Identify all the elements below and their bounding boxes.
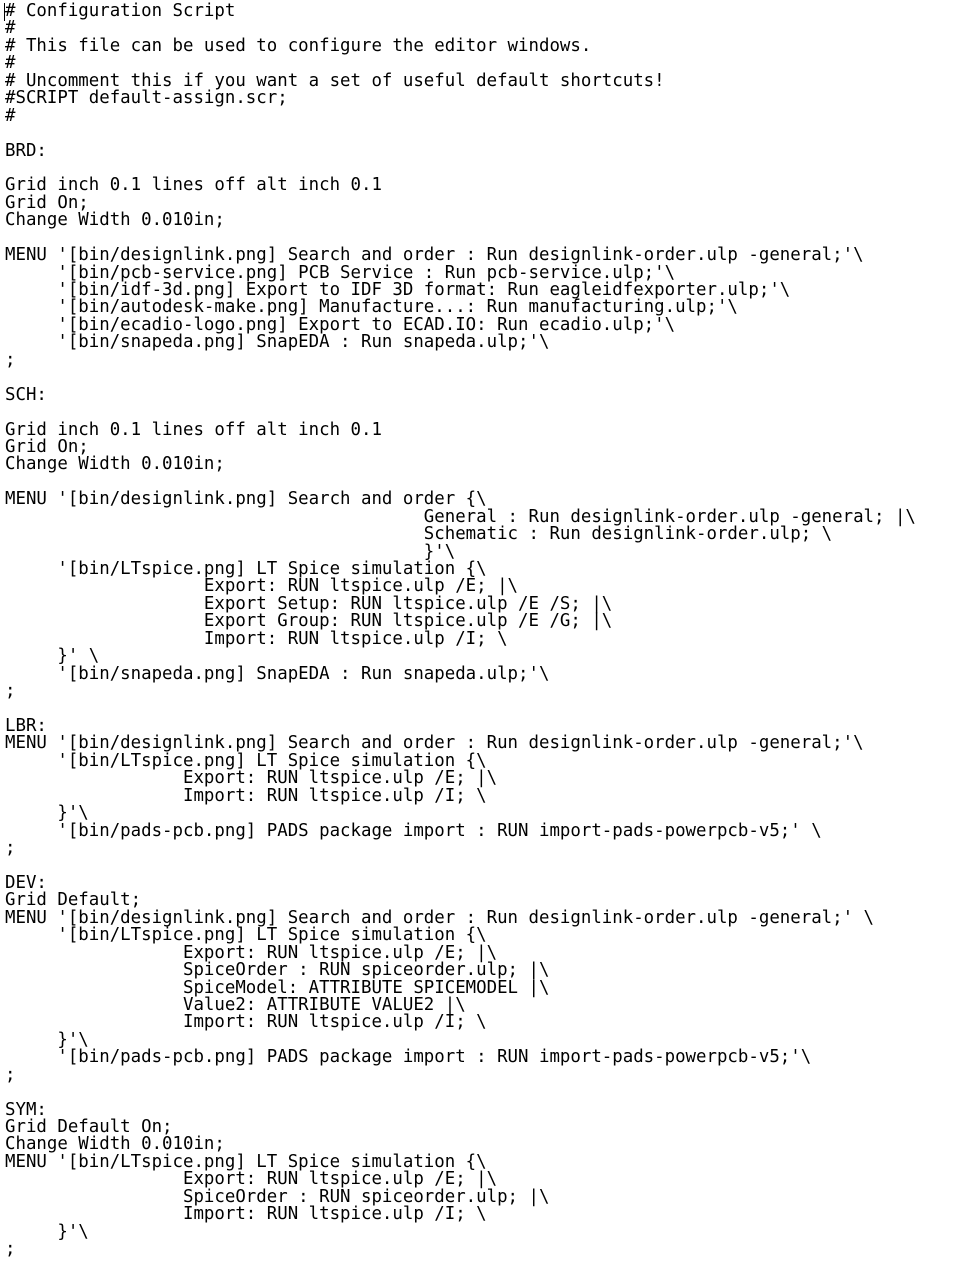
code-line[interactable]: ; (5, 1239, 16, 1260)
code-line[interactable]: '[bin/autodesk-make.png] Manufacture...: Run manufacturing.ulp;'\ (5, 297, 738, 318)
code-line[interactable] (5, 701, 970, 718)
code-line[interactable]: }'\ (5, 541, 456, 562)
code-line[interactable]: MENU '[bin/LTspice.png] LT Spice simulation {\ (5, 1151, 487, 1172)
code-line[interactable]: MENU '[bin/designlink.png] Search and order : Run designlink-order.ulp -general;'\ (5, 733, 864, 754)
code-line[interactable]: #SCRIPT default-assign.scr; (5, 88, 288, 109)
code-line[interactable]: # (5, 53, 16, 74)
code-line[interactable]: # (5, 105, 16, 126)
code-line[interactable]: Export Group: RUN ltspice.ulp /E /G; |\ (5, 611, 613, 632)
code-line[interactable]: Change Width 0.010in; (5, 1134, 225, 1155)
code-line[interactable]: Import: RUN ltspice.ulp /I; \ (5, 1204, 487, 1225)
code-line[interactable]: SYM: (5, 1099, 47, 1120)
code-line[interactable] (5, 1084, 970, 1101)
code-line[interactable]: '[bin/ecadio-logo.png] Export to ECAD.IO: Run ecadio.ulp;'\ (5, 314, 676, 335)
code-line[interactable]: Export: RUN ltspice.ulp /E; |\ (5, 768, 498, 789)
code-line[interactable]: '[bin/pcb-service.png] PCB Service : Run pcb-service.ulp;'\ (5, 262, 676, 283)
code-line[interactable]: '[bin/LTspice.png] LT Spice simulation {\ (5, 925, 487, 946)
code-line[interactable]: ; (5, 1064, 16, 1085)
code-line[interactable]: DEV: (5, 872, 47, 893)
code-line[interactable]: Export: RUN ltspice.ulp /E; |\ (5, 1169, 498, 1190)
code-line[interactable]: SCH: (5, 384, 47, 405)
code-line[interactable]: Change Width 0.010in; (5, 210, 225, 231)
code-line[interactable]: Schematic : Run designlink-order.ulp; \ (5, 524, 833, 545)
code-line[interactable]: Grid On; (5, 192, 89, 213)
code-line[interactable]: Import: RUN ltspice.ulp /I; \ (5, 785, 487, 806)
code-line[interactable]: # This file can be used to configure the editor windows. (5, 35, 592, 56)
code-line[interactable]: # Configuration Script (5, 1, 236, 21)
code-line[interactable] (5, 404, 970, 421)
code-line[interactable]: '[bin/snapeda.png] SnapEDA : Run snapeda.ulp;'\ (5, 663, 550, 684)
code-line[interactable]: # (5, 18, 16, 39)
code-line[interactable]: '[bin/snapeda.png] SnapEDA : Run snapeda.ulp;'\ (5, 332, 550, 353)
code-line[interactable]: ; (5, 681, 16, 702)
code-line[interactable]: }'\ (5, 1029, 89, 1050)
code-line[interactable]: SpiceOrder : RUN spiceorder.ulp; |\ (5, 960, 550, 981)
code-line[interactable]: General : Run designlink-order.ulp -general; |\ (5, 506, 916, 527)
code-line[interactable]: SpiceModel: ATTRIBUTE SPICEMODEL |\ (5, 977, 550, 998)
code-line[interactable]: MENU '[bin/designlink.png] Search and order : Run designlink-order.ulp -general;'\ (5, 245, 864, 266)
code-line[interactable]: Grid On; (5, 436, 89, 457)
code-line[interactable]: MENU '[bin/designlink.png] Search and order {\ (5, 489, 487, 510)
code-line[interactable]: '[bin/LTspice.png] LT Spice simulation {\ (5, 559, 487, 579)
code-line[interactable]: Grid Default On; (5, 1117, 173, 1137)
code-line[interactable]: # Uncomment this if you want a set of useful default shortcuts! (5, 70, 665, 91)
code-line[interactable] (5, 857, 970, 874)
code-line[interactable] (5, 369, 970, 386)
code-line[interactable]: ; (5, 838, 16, 858)
code-line[interactable] (5, 125, 970, 142)
code-line[interactable]: }' \ (5, 646, 100, 667)
code-line[interactable]: Export Setup: RUN ltspice.ulp /E /S; |\ (5, 593, 613, 614)
code-line[interactable]: '[bin/pads-pcb.png] PADS package import : RUN import-pads-powerpcb-v5;' \ (5, 820, 822, 841)
code-line[interactable]: '[bin/pads-pcb.png] PADS package import : RUN import-pads-powerpcb-v5;'\ (5, 1047, 812, 1068)
code-line[interactable]: }'\ (5, 1221, 89, 1242)
code-line[interactable]: LBR: (5, 715, 47, 736)
code-line[interactable]: Export: RUN ltspice.ulp /E; |\ (5, 576, 519, 597)
code-line[interactable]: Grid Default; (5, 890, 142, 911)
code-line[interactable]: Value2: ATTRIBUTE VALUE2 |\ (5, 994, 466, 1015)
code-line[interactable]: Grid inch 0.1 lines off alt inch 0.1 (5, 175, 382, 196)
code-line[interactable]: Import: RUN ltspice.ulp /I; \ (5, 1012, 487, 1033)
code-line[interactable]: Change Width 0.010in; (5, 454, 225, 475)
code-line[interactable]: Grid inch 0.1 lines off alt inch 0.1 (5, 419, 382, 440)
code-line[interactable]: ; (5, 349, 16, 370)
code-line[interactable]: '[bin/LTspice.png] LT Spice simulation {\ (5, 750, 487, 771)
code-line[interactable]: Import: RUN ltspice.ulp /I; \ (5, 628, 508, 649)
code-line[interactable]: Export: RUN ltspice.ulp /E; |\ (5, 942, 498, 963)
code-line[interactable]: }'\ (5, 803, 89, 824)
text-caret (4, 3, 5, 21)
code-line[interactable]: '[bin/idf-3d.png] Export to IDF 3D format: Run eagleidfexporter.ulp;'\ (5, 280, 791, 300)
code-line[interactable]: MENU '[bin/designlink.png] Search and order : Run designlink-order.ulp -general;' \ (5, 907, 875, 928)
code-line[interactable]: SpiceOrder : RUN spiceorder.ulp; |\ (5, 1186, 550, 1207)
code-line[interactable]: BRD: (5, 140, 47, 161)
